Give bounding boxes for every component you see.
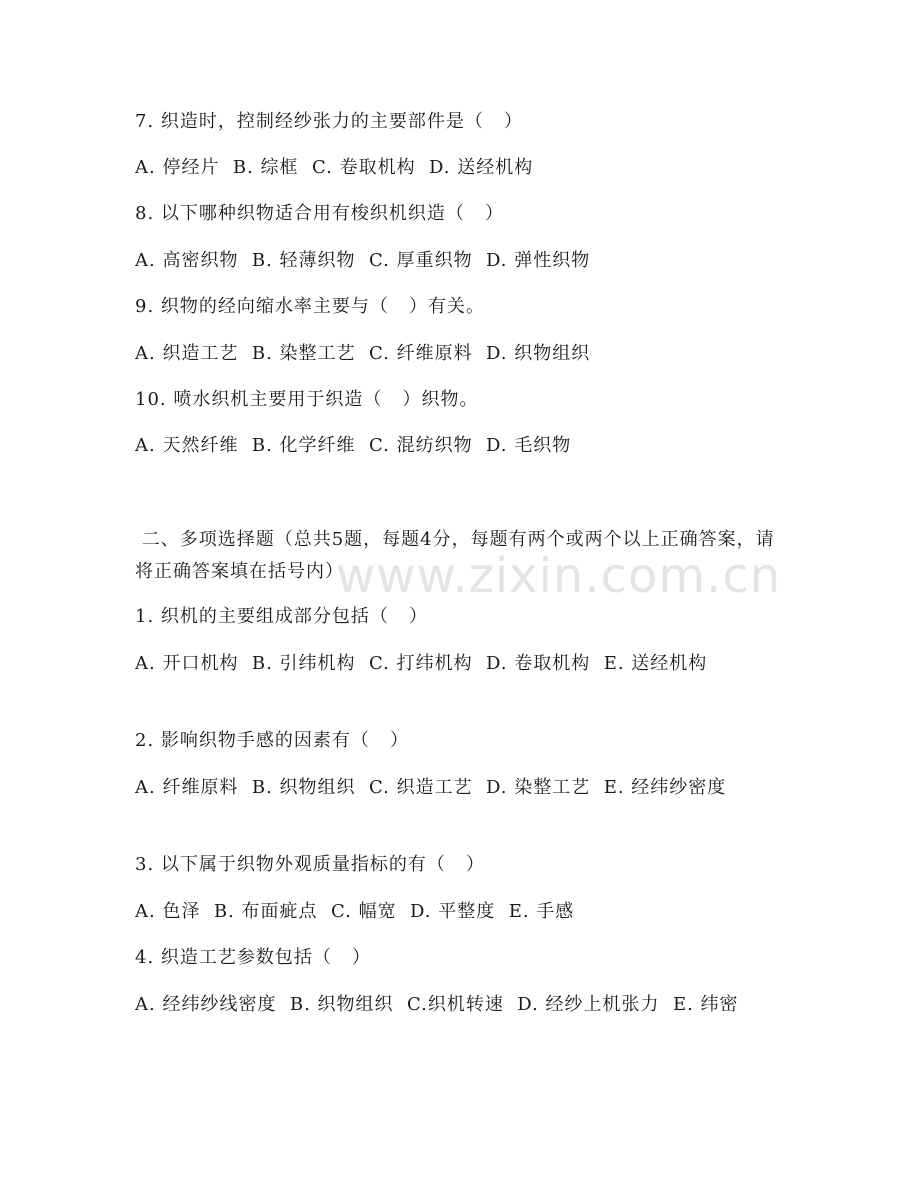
mc-question-1-options: A. 开口机构 B. 引纬机构 C. 打纬机构 D. 卷取机构 E. 送经机构 — [135, 653, 708, 674]
question-8: 8. 以下哪种织物适合用有梭织机织造（ ） — [135, 203, 505, 224]
mc-question-1: 1. 织机的主要组成部分包括（ ） — [135, 606, 429, 627]
mc-question-3: 3. 以下属于织物外观质量指标的有（ ） — [135, 854, 486, 875]
question-9-options: A. 织造工艺 B. 染整工艺 C. 纤维原料 D. 织物组织 — [135, 343, 591, 364]
watermark: www.zixin.com.cn — [336, 548, 782, 604]
question-7-options: A. 停经片 B. 综框 C. 卷取机构 D. 送经机构 — [135, 157, 534, 178]
question-9: 9. 织物的经向缩水率主要与（ ）有关。 — [135, 296, 486, 317]
question-8-options: A. 高密织物 B. 轻薄织物 C. 厚重织物 D. 弹性织物 — [135, 250, 591, 271]
mc-question-2-options: A. 纤维原料 B. 织物组织 C. 织造工艺 D. 染整工艺 E. 经纬纱密度 — [135, 777, 727, 798]
mc-question-4: 4. 织造工艺参数包括（ ） — [135, 947, 372, 968]
question-10-options: A. 天然纤维 B. 化学纤维 C. 混纺织物 D. 毛织物 — [135, 435, 572, 456]
question-10: 10. 喷水织机主要用于织造（ ）织物。 — [135, 389, 479, 410]
mc-question-4-options: A. 经纬纱线密度 B. 织物组织 C.织机转速 D. 经纱上机张力 E. 纬密 — [135, 994, 739, 1015]
mc-question-3-options: A. 色泽 B. 布面疵点 C. 幅宽 D. 平整度 E. 手感 — [135, 901, 575, 922]
mc-question-2: 2. 影响织物手感的因素有（ ） — [135, 730, 410, 751]
question-7: 7. 织造时，控制经纱张力的主要部件是（ ） — [135, 111, 524, 132]
section-heading-multiple-choice: 二、多项选择题（总共5题，每题4分，每题有两个或两个以上正确答案，请将正确答案填在括号内） — [135, 529, 775, 582]
